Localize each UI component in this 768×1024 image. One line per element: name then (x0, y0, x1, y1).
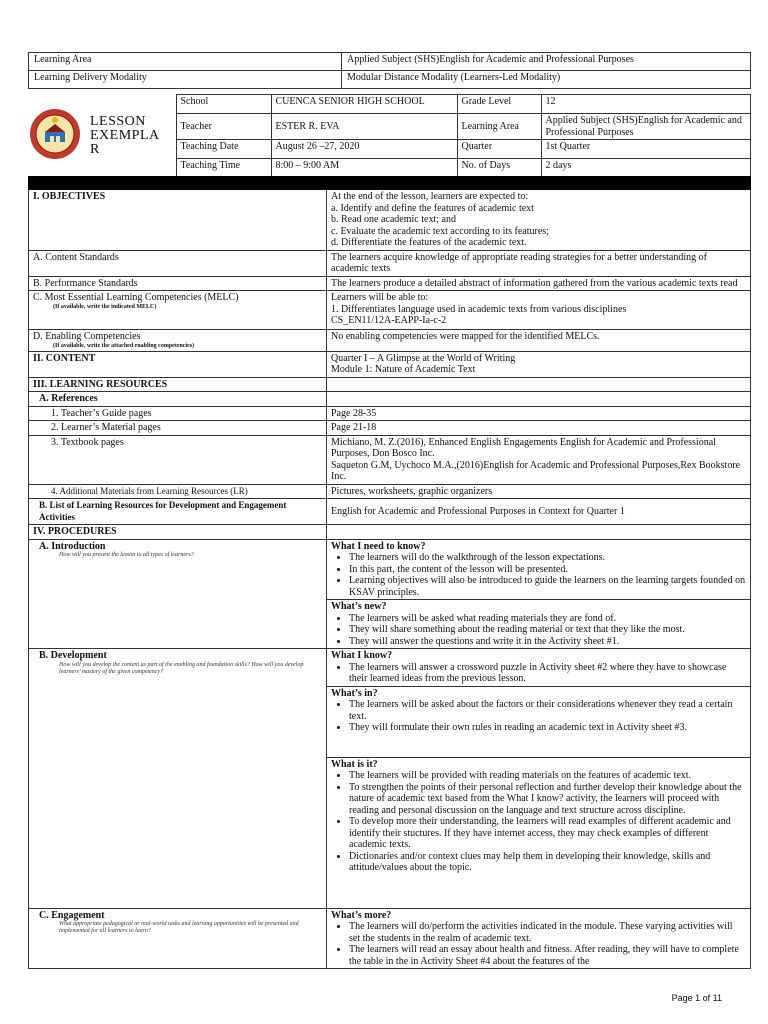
content-value (327, 351, 751, 377)
engagement-label: C. Engagement (39, 909, 105, 921)
school-value: CUENCA SENIOR HIGH SCHOOL (271, 95, 457, 114)
melc-label-cell (29, 291, 327, 330)
lm-label: 2. Learner’s Material pages (29, 421, 327, 436)
learning-area-value: Applied Subject (SHS)English for Academic and Professional Purposes (342, 53, 751, 71)
textbook-value (327, 435, 751, 484)
quarter-value: 1st Quarter (541, 140, 750, 159)
lesson-title-line2: EXEMPLA (90, 128, 160, 143)
days-value: 2 days (541, 159, 750, 178)
what-i-know-list (331, 662, 746, 685)
days-label: No. of Days (457, 159, 541, 178)
introduction-cell (29, 539, 327, 649)
introduction-label: A. Introduction (39, 540, 106, 552)
content-line: Quarter I – A Glimpse at the World of Writing (331, 352, 516, 364)
procedures-empty (327, 525, 751, 540)
tg-label: 1. Teacher’s Guide pages (29, 406, 327, 421)
page-number: Page 1 of 11 (671, 993, 722, 1003)
what-is-it-cell (327, 757, 751, 908)
list-item: • To strengthen the points of their personal reflection and further develop their knowledge about the nature of academic text based from the What I know? activity, the learners will proceed with reading and personal discussion on the language and text structure across discipline. (349, 782, 746, 817)
list-item: • Dictionaries and/or context clues may help them in developing their knowledge, skills and attitude/values about the topic. (349, 851, 746, 874)
melc-note: (If available, write the indicated MELC) (53, 303, 157, 310)
tg-value: Page 28-35 (327, 406, 751, 421)
area-value: Applied Subject (SHS)English for Academic and Professional Purposes (541, 114, 750, 140)
list-item: • The learners will answer a crossword puzzle in Activity sheet #2 where they have to showcase their learned ideas from the previous lesson. (349, 662, 746, 685)
list-item: • In this part, the content of the lesson will be presented. (349, 564, 746, 576)
area-label: Learning Area (457, 114, 541, 140)
whats-more-list (331, 921, 746, 967)
delivery-label: Learning Delivery Modality (29, 71, 342, 89)
textbook-line: Michiano, M. Z.(2016), Enhanced English Engagements English for Academic and Professional Purposes, Don Bosco Inc. (331, 436, 716, 459)
teacher-value: ESTER R. EVA (271, 114, 457, 140)
list-item: • The learners will do/perform the activities indicated in the module. These varying activities will set the students in the realm of academic text. (349, 921, 746, 944)
enabling-value: No enabling competencies were mapped for the identified MELCs. (327, 330, 751, 352)
school-label: School (176, 95, 271, 114)
list-item: • Learning objectives will also be introduced to guide the learners on the learning targets founded on KSAV principles. (349, 575, 746, 598)
what-i-know-cell (327, 649, 751, 687)
what-is-it-list (331, 770, 746, 874)
references-empty (327, 392, 751, 407)
whats-in-list (331, 699, 746, 734)
list-item: • The learners will read an essay about health and fitness. After reading, they will have to complete the table in the in Activity Sheet #4 about the features of the (349, 944, 746, 967)
whats-more-cell (327, 908, 751, 969)
objective-line: b. Read one academic text; and (331, 214, 456, 225)
resources-empty (327, 377, 751, 392)
header-table (28, 52, 751, 89)
list-item: • The learners will be asked what reading materials they are fond of. (349, 613, 746, 625)
enabling-note: (If available, write the attached enabling competencies) (53, 342, 195, 349)
content-standards-label: A. Content Standards (29, 250, 327, 276)
lesson-info-table (28, 94, 751, 178)
need-to-know-list (331, 552, 746, 598)
list-item: • The learners will do the walkthrough of the lesson expectations. (349, 552, 746, 564)
objective-line: At the end of the lesson, learners are expected to: (331, 191, 529, 202)
lesson-title-line3: R (90, 142, 100, 157)
list-item: • The learners will be asked about the factors or their considerations whenever they read a certain text. (349, 699, 746, 722)
delivery-value: Modular Distance Modality (Learners-Led Modality) (342, 71, 751, 89)
performance-standards-value: The learners produce a detailed abstract of information gathered from the various academic texts read (327, 276, 751, 291)
list-item: • They will share something about the reading material or text that they like the most. (349, 624, 746, 636)
content-label: II. CONTENT (29, 351, 327, 377)
list-item: • The learners will be provided with reading materials on the features of academic text. (349, 770, 746, 782)
whats-more-title: What’s more? (331, 909, 392, 921)
resources-label: III. LEARNING RESOURCES (29, 377, 327, 392)
time-value: 8:00 – 9:00 AM (271, 159, 457, 178)
melc-line: Learners will be able to: (331, 292, 429, 303)
content-line: Module 1: Nature of Academic Text (331, 364, 476, 375)
textbook-line: Saqueton G.M, Uychoco M.A.,(2016)English for Academic and Professional Purposes,Rex Bookstore Inc. (331, 459, 741, 482)
lesson-exemplar-title (84, 95, 176, 178)
header-black-bar (29, 177, 751, 190)
list-item: • To develop more their understanding, the learners will read examples of different academic and identify their stuctures. If they have internet access, they may check examples of different academic texts. (349, 816, 746, 851)
whats-new-list (331, 613, 746, 648)
what-is-it-title: What is it? (331, 758, 378, 770)
development-cell (29, 649, 327, 909)
lesson-plan-table (28, 176, 751, 969)
need-to-know-cell (327, 539, 751, 600)
textbook-label: 3. Textbook pages (29, 435, 327, 484)
engagement-note: What appropriate pedagogical or real-world tasks and learning opportunities will be presented and implemented for all learners to learn? (59, 921, 299, 934)
lesson-title-line1: LESSON (90, 114, 146, 129)
development-label: B. Development (39, 650, 107, 661)
engagement-cell (29, 908, 327, 969)
whats-new-cell (327, 600, 751, 649)
objectives-value (327, 190, 751, 251)
enabling-label: D. Enabling Competencies (33, 331, 141, 342)
list-resources-label: B. List of Learning Resources for Development and Engagement Activities (29, 499, 327, 525)
date-label: Teaching Date (176, 140, 271, 159)
melc-label: C. Most Essential Learning Competencies (MELC) (33, 292, 239, 303)
need-to-know-title: What I need to know? (331, 540, 426, 552)
content-standards-value: The learners acquire knowledge of appropriate reading strategies for a better understanding of academic texts (327, 250, 751, 276)
learning-area-label: Learning Area (29, 53, 342, 71)
objective-line: a. Identify and define the features of academic text (331, 202, 534, 214)
list-item: • They will formulate their own rules in reading an academic text in Activity sheet #3. (349, 722, 746, 734)
enabling-label-cell (29, 330, 327, 352)
development-note: How will you develop the content as part of the enabling and foundation skills? How will you develop learners’ mastery of the given competency? (59, 661, 304, 675)
performance-standards-label: B. Performance Standards (29, 276, 327, 291)
what-i-know-title: What I know? (331, 650, 393, 661)
school-seal (28, 95, 84, 178)
melc-value (327, 291, 751, 330)
whats-in-title: What’s in? (331, 687, 378, 699)
procedures-label: IV. PROCEDURES (29, 525, 327, 540)
melc-line: 1. Differentiates language used in academic texts from various disciplines (331, 303, 627, 315)
objective-line: c. Evaluate the academic text according to its features; (331, 225, 549, 237)
grade-value: 12 (541, 95, 750, 114)
date-value: August 26 –27, 2020 (271, 140, 457, 159)
list-item: • They will answer the questions and write it in the Activity sheet #1. (349, 636, 746, 648)
additional-value: Pictures, worksheets, graphic organizers (327, 484, 751, 499)
references-label: A. References (29, 392, 327, 407)
whats-in-cell (327, 686, 751, 757)
objective-line: d. Differentiate the features of the academic text. (331, 237, 527, 248)
lm-value: Page 21-18 (327, 421, 751, 436)
melc-line: CS_EN11/12A-EAPP-Ia-c-2 (331, 315, 447, 326)
time-label: Teaching Time (176, 159, 271, 178)
objectives-label: I. OBJECTIVES (29, 190, 327, 251)
grade-label: Grade Level (457, 95, 541, 114)
quarter-label: Quarter (457, 140, 541, 159)
school-seal-icon (28, 102, 82, 166)
whats-new-title: What’s new? (331, 601, 387, 612)
introduction-note: How will you present the lesson to all types of learners? (59, 552, 194, 558)
additional-label: 4. Additional Materials from Learning Resources (LR) (29, 484, 327, 499)
list-resources-value: English for Academic and Professional Purposes in Context for Quarter 1 (327, 499, 751, 525)
teacher-label: Teacher (176, 114, 271, 140)
